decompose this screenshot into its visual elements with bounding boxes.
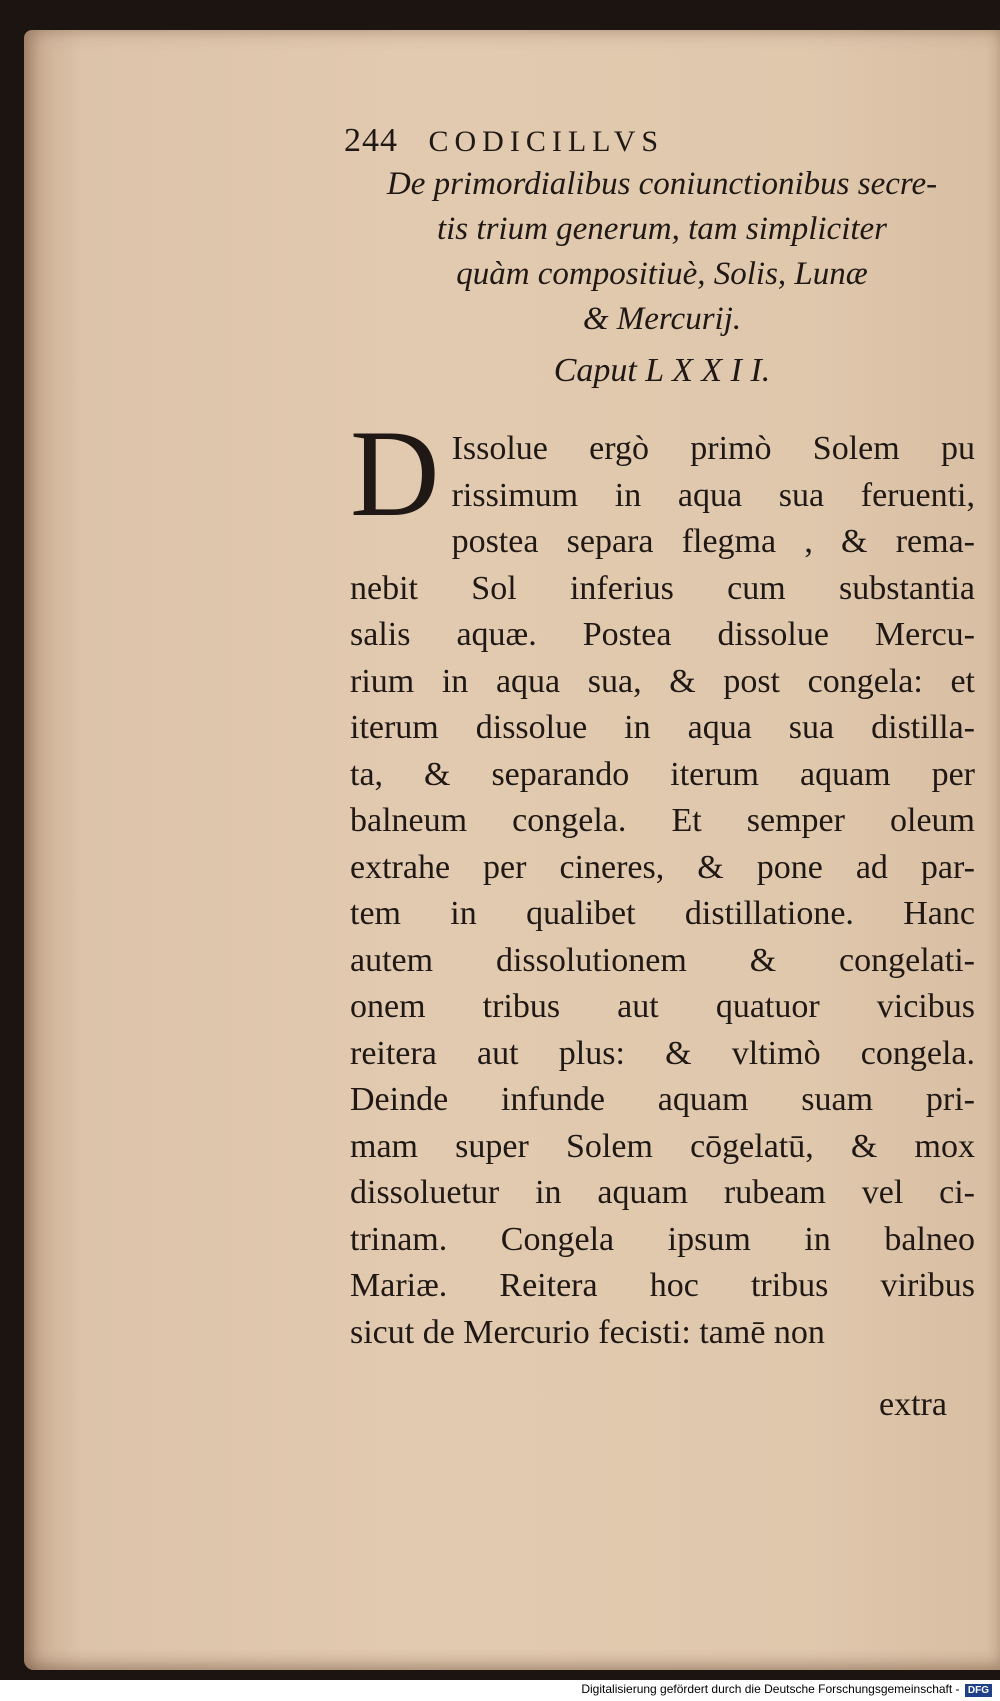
body-line: mam super Solem cōgelatū, & mox bbox=[350, 1127, 975, 1165]
drop-cap: D bbox=[350, 405, 440, 542]
book-page bbox=[24, 30, 1000, 1670]
body-line: extrahe per cineres, & pone ad par- bbox=[350, 848, 975, 886]
body-line: ta, & separando iterum aquam per bbox=[350, 755, 975, 793]
body-text bbox=[350, 405, 975, 1356]
body-line: dissoluetur in aquam rubeam vel ci- bbox=[350, 1174, 975, 1211]
body-line: postea separa flegma , & rema- bbox=[451, 523, 975, 560]
heading-line: tis trium generum, tam simpliciter bbox=[436, 211, 888, 247]
body-line: nebit Sol inferius cum substantia bbox=[350, 569, 975, 607]
body-line: Deinde infunde aquam suam pri- bbox=[350, 1081, 975, 1118]
body-line: trinam. Congela ipsum in balneo bbox=[350, 1220, 975, 1258]
digitization-footer bbox=[581, 1682, 992, 1697]
body-line: salis aquæ. Postea dissolue Mercu- bbox=[350, 616, 975, 653]
body-line: balneum congela. Et semper oleum bbox=[350, 802, 975, 839]
footer-text: Digitalisierung gefördert durch die Deutsche Forschungsgemeinschaft - bbox=[581, 1682, 960, 1696]
body-line: tem in qualibet distillatione. Hanc bbox=[350, 895, 975, 932]
page-number: 244 bbox=[344, 122, 398, 159]
body-line: Issolue ergò primò Solem pu bbox=[451, 430, 975, 467]
heading-line: quàm compositiuè, Solis, Lunæ bbox=[456, 256, 868, 292]
body-line: reitera aut plus: & vltimò congela. bbox=[350, 1034, 975, 1072]
body-line: onem tribus aut quatuor vicibus bbox=[350, 988, 975, 1025]
body-line: rissimum in aqua sua feruenti, bbox=[451, 476, 975, 514]
body-line: Mariæ. Reitera hoc tribus viribus bbox=[350, 1267, 975, 1304]
running-head bbox=[344, 122, 664, 160]
catchword: extra bbox=[879, 1386, 947, 1423]
page-text-area bbox=[24, 30, 1000, 1670]
heading-line: & Mercurij. bbox=[582, 301, 742, 337]
body-line: autem dissolutionem & congelati- bbox=[350, 941, 975, 979]
dfg-logo: DFG bbox=[965, 1684, 992, 1697]
body-line: sicut de Mercurio fecisti: tamē non bbox=[350, 1313, 825, 1351]
body-line: iterum dissolue in aqua sua distilla- bbox=[350, 709, 975, 746]
chapter-number: Caput L X X I I. bbox=[553, 352, 771, 389]
running-title: CODICILLVS bbox=[428, 125, 665, 158]
heading-line: De primordialibus coniunctionibus secre- bbox=[386, 166, 938, 202]
body-line: rium in aqua sua, & post congela: et bbox=[350, 662, 975, 700]
chapter-heading bbox=[342, 162, 982, 393]
